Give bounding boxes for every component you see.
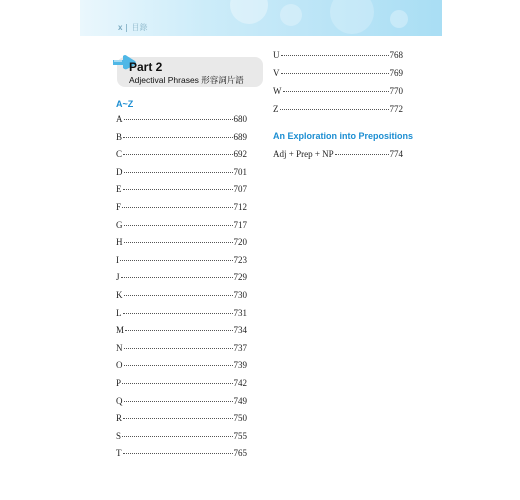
- banner-bubble: [330, 0, 374, 34]
- toc-entry: [116, 325, 247, 335]
- toc-entry-page: 729: [233, 272, 247, 283]
- toc-entry-page: 769: [389, 68, 403, 78]
- toc-entry-label: P: [116, 378, 122, 388]
- toc-entry: [273, 86, 403, 96]
- toc-entry: [116, 114, 247, 124]
- part-title-box: [117, 57, 263, 87]
- document-page: [80, 0, 442, 500]
- toc-entry-label: G: [116, 219, 123, 230]
- toc-entry-page: 734: [233, 325, 247, 336]
- banner-bubble: [280, 4, 302, 26]
- page-number: x: [118, 23, 123, 32]
- dot-leader: [120, 260, 233, 261]
- dot-leader: [122, 436, 232, 437]
- toc-entry-label: Adj + Prep + NP: [273, 149, 334, 159]
- toc-entry-page: 720: [233, 237, 247, 248]
- toc-entry-page: 689: [233, 131, 247, 142]
- toc-entry-page: 772: [389, 104, 403, 114]
- dot-leader: [121, 277, 233, 278]
- toc-entry: [116, 167, 247, 177]
- dot-leader: [281, 55, 389, 56]
- right-section-heading: An Exploration into Prepositions: [273, 131, 414, 141]
- toc-entry-page: 680: [233, 114, 247, 124]
- toc-entry-page: 723: [233, 254, 247, 265]
- dot-leader: [123, 418, 232, 419]
- toc-entry-label: T: [116, 448, 122, 459]
- dot-leader: [124, 225, 233, 226]
- toc-entry: [116, 184, 247, 194]
- toc-entry-page: 712: [233, 202, 247, 212]
- toc-entry: [116, 132, 247, 142]
- dot-leader: [283, 91, 389, 92]
- toc-entry-label: I: [116, 254, 119, 265]
- toc-entry-label: E: [116, 184, 122, 195]
- part-subtitle: Adjectival Phrases 形容詞片語: [129, 75, 244, 85]
- banner-bubble: [230, 0, 268, 24]
- toc-entry-page: 755: [233, 430, 247, 441]
- toc-entry-label: S: [116, 430, 122, 441]
- toc-entry: [116, 431, 247, 441]
- toc-entry-page: 692: [233, 149, 247, 160]
- toc-entry-label: F: [116, 202, 122, 212]
- running-header: [118, 22, 147, 33]
- toc-entry-page: 737: [233, 342, 247, 353]
- dot-leader: [124, 365, 233, 366]
- toc-entry-label: Z: [273, 104, 279, 114]
- toc-entry-page: 770: [389, 86, 403, 96]
- dot-leader: [124, 348, 233, 349]
- toc-entry: [116, 290, 247, 300]
- toc-entry: [116, 343, 247, 353]
- toc-entry-label: D: [116, 166, 123, 177]
- dot-leader: [124, 242, 233, 243]
- toc-entry-page: 765: [233, 448, 247, 459]
- toc-entry: [116, 378, 247, 388]
- section-title: 目錄: [131, 23, 148, 32]
- toc-entry: [116, 220, 247, 230]
- toc-entry: [273, 50, 403, 60]
- dot-leader: [280, 109, 389, 110]
- toc-entry-label: H: [116, 237, 123, 248]
- toc-entry: [116, 237, 247, 247]
- toc-entry-page: 739: [233, 360, 247, 371]
- dot-leader: [123, 137, 232, 138]
- toc-entry-label: R: [116, 413, 123, 424]
- toc-entry: [116, 448, 247, 458]
- dot-leader: [122, 207, 232, 208]
- toc-entry-label: A: [116, 114, 123, 124]
- left-section-heading: A~Z: [116, 99, 134, 109]
- toc-entry-label: J: [116, 272, 120, 283]
- toc-entry: [116, 308, 247, 318]
- dot-leader: [124, 401, 233, 402]
- toc-entry-page: 731: [233, 307, 247, 318]
- dot-leader: [124, 172, 233, 173]
- part-title: Part 2: [129, 60, 163, 74]
- dot-leader: [123, 453, 233, 454]
- banner-bubble: [390, 10, 408, 28]
- toc-entry-page: 774: [389, 149, 403, 159]
- toc-entry-page: 701: [233, 166, 247, 177]
- toc-entry: [116, 202, 247, 212]
- toc-entry-page: 768: [389, 50, 403, 60]
- toc-entry: [116, 396, 247, 406]
- toc-entry-label: C: [116, 149, 123, 160]
- dot-leader: [123, 313, 233, 314]
- toc-entry-page: 750: [233, 413, 247, 424]
- toc-entry-label: U: [273, 50, 280, 60]
- dot-leader: [124, 295, 233, 296]
- header-divider: [126, 24, 127, 32]
- toc-entry-label: L: [116, 307, 122, 318]
- toc-entry: [273, 104, 403, 114]
- dot-leader: [281, 73, 389, 74]
- dot-leader: [123, 189, 233, 190]
- toc-entry: [273, 149, 403, 159]
- toc-entry-label: W: [273, 86, 282, 96]
- dot-leader: [125, 330, 232, 331]
- toc-entry: [116, 360, 247, 370]
- toc-entry-label: B: [116, 131, 123, 142]
- toc-entry: [116, 272, 247, 282]
- toc-entry-page: 749: [233, 395, 247, 406]
- toc-entry-page: 707: [233, 184, 247, 195]
- toc-entry: [116, 149, 247, 159]
- dot-leader: [123, 154, 232, 155]
- dot-leader: [122, 383, 232, 384]
- toc-entry-page: 717: [233, 219, 247, 230]
- header-banner: [80, 0, 442, 36]
- toc-entry-label: O: [116, 360, 123, 371]
- toc-entry-page: 742: [233, 378, 247, 388]
- toc-entry: [273, 68, 403, 78]
- toc-entry-page: 730: [233, 290, 247, 300]
- dot-leader: [335, 154, 389, 155]
- toc-entry: [116, 255, 247, 265]
- dot-leader: [124, 119, 233, 120]
- toc-entry: [116, 413, 247, 423]
- toc-entry-label: M: [116, 325, 125, 336]
- toc-entry-label: N: [116, 342, 123, 353]
- toc-entry-label: Q: [116, 395, 123, 406]
- toc-entry-label: V: [273, 68, 280, 78]
- toc-entry-label: K: [116, 290, 123, 300]
